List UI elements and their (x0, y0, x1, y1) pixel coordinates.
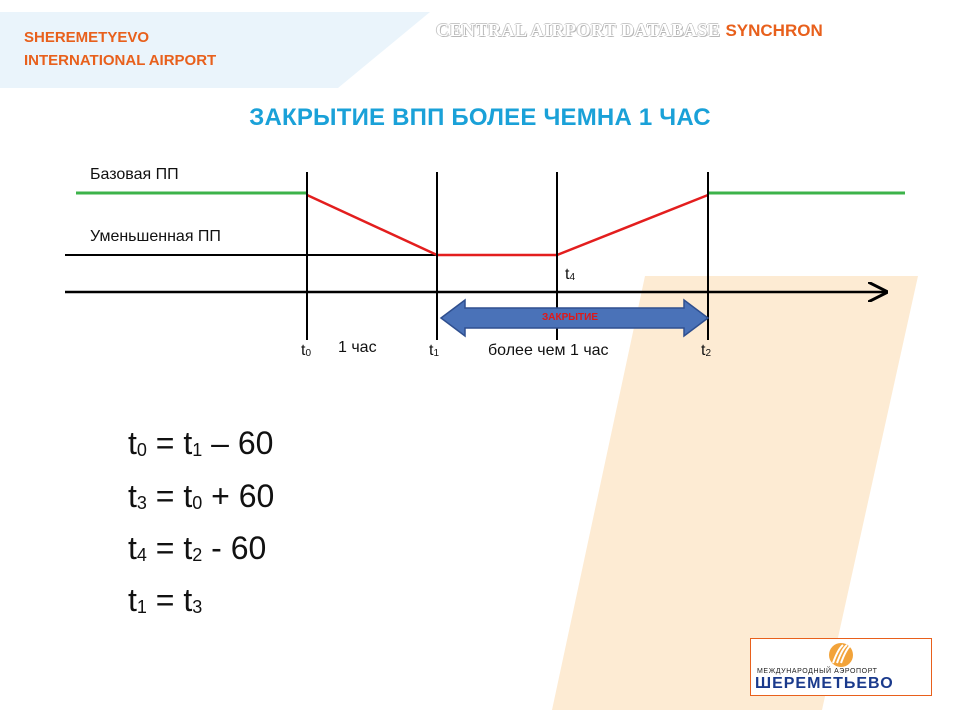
t0-label: $t_0$ (301, 342, 312, 359)
formula-4: $t_1 = t_3$ (128, 582, 203, 618)
interval-2-label: более чем 1 час (488, 342, 609, 359)
formula-3: $t_4 = t_2 - 60$ (128, 530, 267, 566)
logo-name: ШЕРЕМЕТЬЕВО (755, 675, 894, 692)
closure-label: ЗАКРЫТИЕ (541, 312, 598, 323)
t2-label: $t_2$ (701, 342, 712, 359)
logo-emblem-icon (821, 641, 861, 669)
sheremetyevo-logo (750, 638, 932, 696)
reduced-capacity-label: Уменьшенная ПП (90, 228, 221, 245)
capacity-profile (307, 195, 708, 255)
brand-line-1: SHEREMETYEVO (24, 29, 150, 46)
brand-line-2: INTERNATIONAL AIRPORT (24, 52, 217, 69)
t1-label: $t_1$ (429, 342, 440, 359)
formula-1: $t_0 = t_1 - 60$ (128, 425, 274, 461)
t4-label: $t_4$ (565, 266, 576, 283)
database-title: CENTRAL AIRPORT DATABASE (436, 20, 721, 40)
synchron-label: SYNCHRON (725, 21, 823, 40)
interval-1-label: 1 час (338, 339, 377, 356)
formula-2: $t_3 = t_0 + 60$ (128, 478, 275, 514)
logo-subtitle: МЕЖДУНАРОДНЫЙ АЭРОПОРТ (757, 668, 878, 675)
slide-title: ЗАКРЫТИЕ ВПП БОЛЕЕ ЧЕМНА 1 ЧАС (249, 104, 711, 131)
base-capacity-label: Базовая ПП (90, 166, 179, 183)
